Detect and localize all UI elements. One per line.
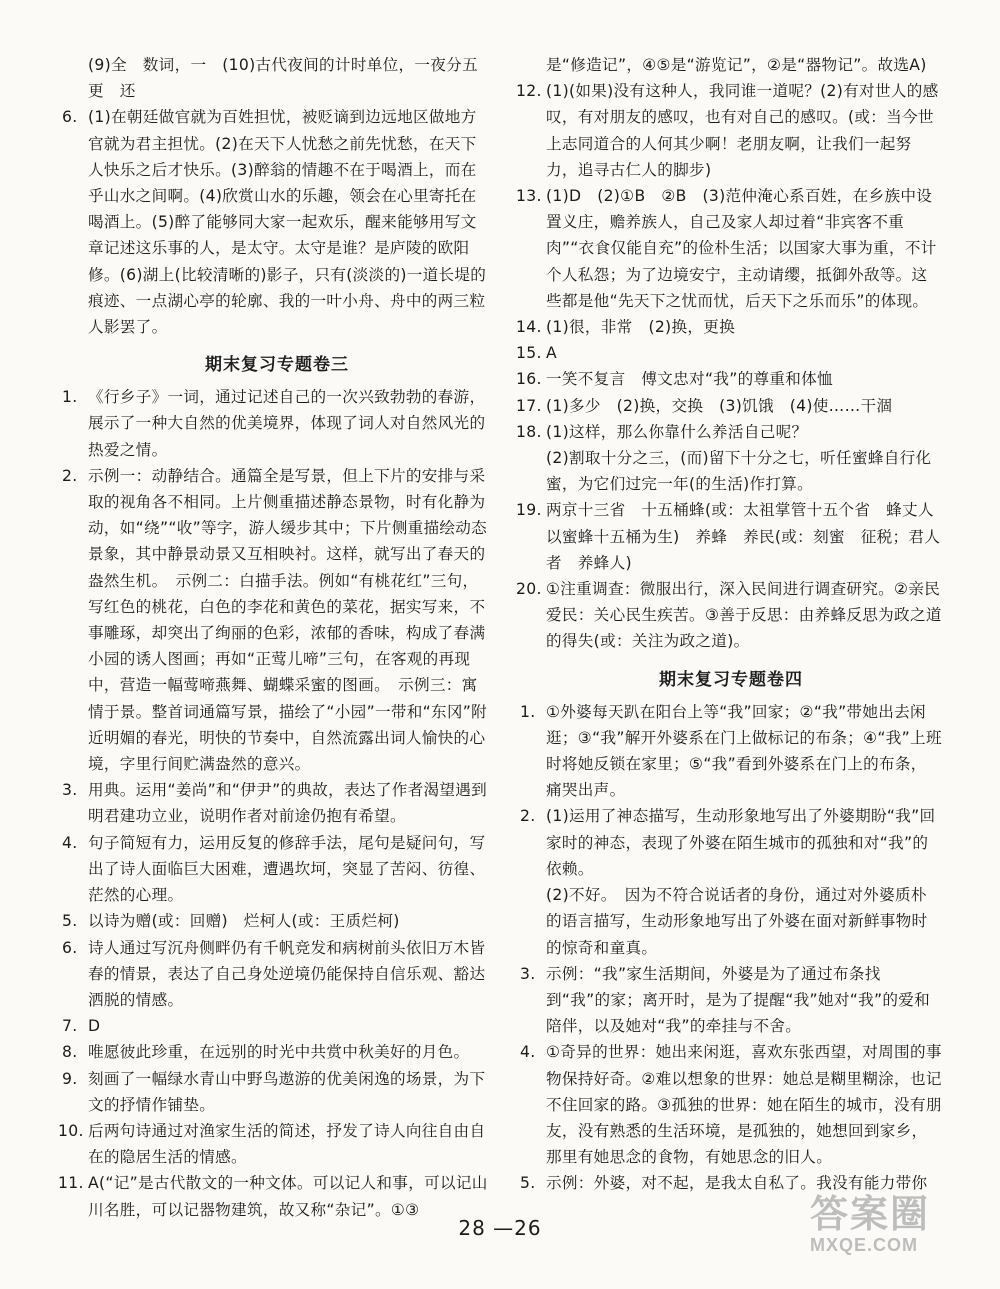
answer-text: (2)割取十分之三，(而)留下十分之七，听任蜜蜂自行化蜜，为它们过完一年(的生活)作打算。 — [546, 449, 932, 494]
answer-number: 4. — [520, 1043, 536, 1062]
answer-number: 5. — [62, 912, 78, 931]
answer-number: 3. — [520, 964, 536, 983]
answer-text: 示例一：动静结合。通篇全是写景，但上下片的安排与采取的视角各不相同。上片侧重描述静态景物，时有化静为动，如“绕”“收”等字，游人缓步其中；下片侧重描绘动态景象，其中静景动景又互相映衬。这样，就写出了春天的盎然生机。 示例二：白描手法。例如“有桃花红”三句，写红色的桃花，白色的李花和黄色的菜花，据实写来，不事雕琢，却突出了绚丽的色彩，浓郁的香味，构成了春满小园的诱人图画；再如“正莺儿啼”三句，在客观的再现中，营造一幅莺啼燕舞、蝴蝶采蜜的图画。 示例三：寓情于景。整首词通篇写景，描绘了“小园”一带和“东冈”附近明媚的春光，明快的节奏中，自然流露出词人愉快的心境，字里行间贮满盎然的意兴。 — [88, 466, 488, 774]
answer-text: 诗人通过写沉舟侧畔仍有千帆竞发和病树前头依旧万木皆春的情景，表达了自己身处逆境仍能保持自信乐观、豁达洒脱的情感。 — [88, 938, 486, 1009]
answer-number: 9. — [62, 1069, 78, 1088]
answer-text: ①注重调查：微服出行，深入民间进行调查研究。②亲民爱民：关心民生疾苦。③善于反思：由养蜂反思为政之道的得失(或：关注为政之道)。 — [546, 580, 942, 651]
answer-text: 《行乡子》一词，通过记述自己的一次兴致勃勃的春游，展示了一种大自然的优美境界，体现了词人对自然风光的热爱之情。 — [88, 388, 486, 459]
answer-number: 2. — [62, 466, 78, 485]
answer-item — [58, 1170, 492, 1222]
right-answers-block-1 — [516, 52, 942, 655]
answer-number: 17. — [516, 396, 542, 415]
answer-item — [516, 576, 942, 655]
answer-item — [520, 882, 942, 961]
answer-text: (2)不好。 因为不符合说话者的身份，通过对外婆质朴的语言描写，生动形象地写出了外婆在面对新鲜事物时的惊奇和童真。 — [546, 886, 928, 957]
answer-item — [62, 830, 492, 909]
answer-item — [520, 803, 942, 882]
answer-number: 14. — [516, 318, 542, 337]
answer-number: 1. — [520, 702, 536, 721]
answer-text: (1)这样，那么你靠什么养活自己呢？ — [546, 422, 808, 441]
answer-number: 5. — [520, 1174, 536, 1193]
answer-text: (1)多少 (2)换，交换 (3)饥饿 (4)使……干涸 — [546, 396, 893, 415]
answer-item — [62, 52, 492, 104]
answer-item — [62, 104, 492, 340]
answer-text: ①奇异的世界：她出来闲逛，喜欢东张西望，对周围的事物保持好奇。②难以想象的世界：她总是糊里糊涂，也记不住回家的路。③孤独的世界：她在陌生的城市，没有朋友，没有熟悉的生活环境，是孤独的，她想回到家乡，那里有她思念的食物，有她思念的旧人。 — [546, 1043, 942, 1167]
section-title-4: 期末复习专题卷四 — [659, 669, 803, 690]
answer-text: (1)D (2)①B ②B (3)范仲淹心系百姓，在乡族中设置义庄，赡养族人，自己及家人却过着“非宾客不重肉”“衣食仅能自充”的俭朴生活；以国家大事为重，不计个人私怨；为了边境安宁，主动请缨，抵御外敌等。这些都是他“先天下之忧而忧，后天下之乐而乐”的体现。 — [546, 187, 937, 310]
answer-number: 12. — [516, 82, 542, 101]
answer-text: A — [546, 344, 557, 363]
watermark-url: MXQE.COM — [810, 1235, 919, 1255]
answer-number: 3. — [62, 781, 78, 800]
answer-text: 以诗为赠(或：回赠) 烂柯人(或：王质烂柯) — [88, 912, 400, 931]
answer-text: 后两句诗通过对渔家生活的简述，抒发了诗人向往自由自在的隐居生活的情感。 — [88, 1121, 486, 1167]
answer-item — [62, 384, 492, 463]
answer-text: 是“修造记”，④⑤是“游览记”，②是“器物记”。故选A) — [546, 56, 927, 74]
answer-item — [62, 463, 492, 777]
answer-item — [520, 699, 942, 804]
answer-text: (1)(如果)没有这种人，我同谁一道呢？(2)有对世人的感叹，有对朋友的感叹，也有对自己的感叹。(或：当今世上志同道合的人何其少啊！老朋友啊，让我们一起努力，追寻古仁人的脚步) — [546, 82, 939, 179]
answer-number: 10. — [58, 1121, 84, 1140]
answer-number: 1. — [62, 388, 78, 407]
left-column — [58, 52, 492, 1223]
watermark-logo — [810, 1195, 960, 1265]
answer-text: 刻画了一幅绿水青山中野鸟遨游的优美闲逸的场景，为下文的抒情作铺垫。 — [88, 1069, 486, 1114]
answer-number: 6. — [62, 938, 78, 957]
answer-number: 6. — [62, 108, 78, 127]
answer-text: 唯愿彼此珍重，在远别的时光中共赏中秋美好的月色。 — [88, 1043, 470, 1062]
section-title-3: 期末复习专题卷三 — [205, 355, 349, 376]
answer-item — [62, 935, 492, 1014]
answer-item — [58, 1118, 492, 1170]
answer-item — [62, 777, 492, 829]
watermark-logo-text: 答案圈 — [810, 1194, 931, 1236]
answer-text: D — [88, 1017, 101, 1036]
answer-number: 11. — [58, 1174, 84, 1193]
answer-text: 示例：“我”家生活期间，外婆是为了通过布条找到“我”的家；离开时，是为了提醒“我”她对“我”的爱和陪伴，以及她对“我”的牵挂与不舍。 — [546, 964, 931, 1036]
answer-number: 7. — [62, 1017, 78, 1036]
answer-text: (1)在朝廷做官就为百姓担忧，被贬谪到边远地区做地方官就为君主担忧。(2)在天下人忧愁之前先忧愁，在天下人快乐之后才快乐。(3)醉翁的情趣不在于喝酒上，而在乎山水之间啊。(4)欣赏山水的乐趣，领会在心里寄托在喝酒上。(5)醉了能够同大家一起欢乐，醒来能够用写文章记述这乐事的人，是太守。太守是谁？是庐陵的欧阳修。(6)湖上(比较清晰的)影子，只有(淡淡的)一道长堤的痕迹、一点湖心亭的轮廓、我的一叶小舟、舟中的两三粒人影罢了。 — [88, 108, 487, 337]
answer-item — [520, 52, 942, 78]
answer-item — [516, 340, 942, 366]
left-answers-block-1 — [62, 52, 492, 340]
answer-item — [520, 961, 942, 1040]
answer-item — [62, 1013, 492, 1039]
answer-item — [516, 393, 942, 419]
answer-number: 8. — [62, 1043, 78, 1062]
answer-text: 一笑不复言 傅文忠对“我”的尊重和体恤 — [546, 370, 833, 389]
answer-text: 用典。运用“姜尚”和“伊尹”的典故，表达了作者渴望遇到明君建功立业，说明作者对前途仍抱有希望。 — [88, 781, 488, 826]
answer-text: A(“记”是古代散文的一种文体。可以记人和事，可以记山川名胜，可以记器物建筑，故又称“杂记”。①③ — [88, 1174, 488, 1219]
answer-number: 20. — [516, 580, 542, 599]
answer-item — [516, 419, 942, 445]
answer-number: 4. — [62, 833, 78, 852]
right-answers-block-2 — [520, 699, 942, 1197]
answer-item — [62, 908, 492, 934]
answer-item — [62, 1066, 492, 1118]
answer-text: ①外婆每天趴在阳台上等“我”回家；②“我”带她出去闲逛；③“我”解开外婆系在门上做标记的布条；④“我”上班时将她反锁在家里；⑤“我”看到外婆系在门上的布条，痛哭出声。 — [546, 702, 942, 800]
answer-item — [62, 1039, 492, 1065]
answer-number: 19. — [516, 501, 542, 520]
answer-text: (9)全 数词，一 (10)古代夜间的计时单位，一夜分五更 还 — [88, 56, 478, 101]
answer-number: 15. — [516, 344, 542, 363]
answer-item — [516, 497, 942, 576]
answer-text: (1)运用了神态描写，生动形象地写出了外婆期盼“我”回家时的神态，表现了外婆在陌生城市的孤独和对“我”的依赖。 — [546, 807, 936, 878]
answer-text: (1)很，非常 (2)换，更换 — [546, 318, 736, 337]
answer-text: 句子简短有力，运用反复的修辞手法，尾句是疑问句，写出了诗人面临巨大困难，遭遇坎坷，突显了苦闷、彷徨、茫然的心理。 — [88, 833, 486, 905]
answer-number: 2. — [520, 807, 536, 826]
answer-number: 13. — [516, 187, 542, 206]
answer-item — [516, 314, 942, 340]
answer-number: 18. — [516, 422, 542, 441]
right-column — [516, 52, 942, 1197]
answer-text: 示例：外婆，对不起，是我太自私了。我没有能力带你 — [546, 1174, 928, 1193]
answer-item — [516, 366, 942, 392]
answer-item — [520, 1170, 942, 1196]
answer-item — [516, 183, 942, 314]
answer-item — [520, 1039, 942, 1170]
answer-text: 两京十三省 十五桶蜂(或：太祖掌管十五个省 蜂丈人以蜜蜂十五桶为生) 养蜂 养民(或：刻蜜 征税；君人者 养蜂人) — [546, 501, 941, 572]
answer-item — [516, 78, 942, 183]
left-answers-block-2 — [58, 384, 492, 1223]
answer-number: 16. — [516, 370, 542, 389]
answer-item — [520, 445, 942, 497]
page-number: 28 —26 — [458, 1216, 542, 1240]
